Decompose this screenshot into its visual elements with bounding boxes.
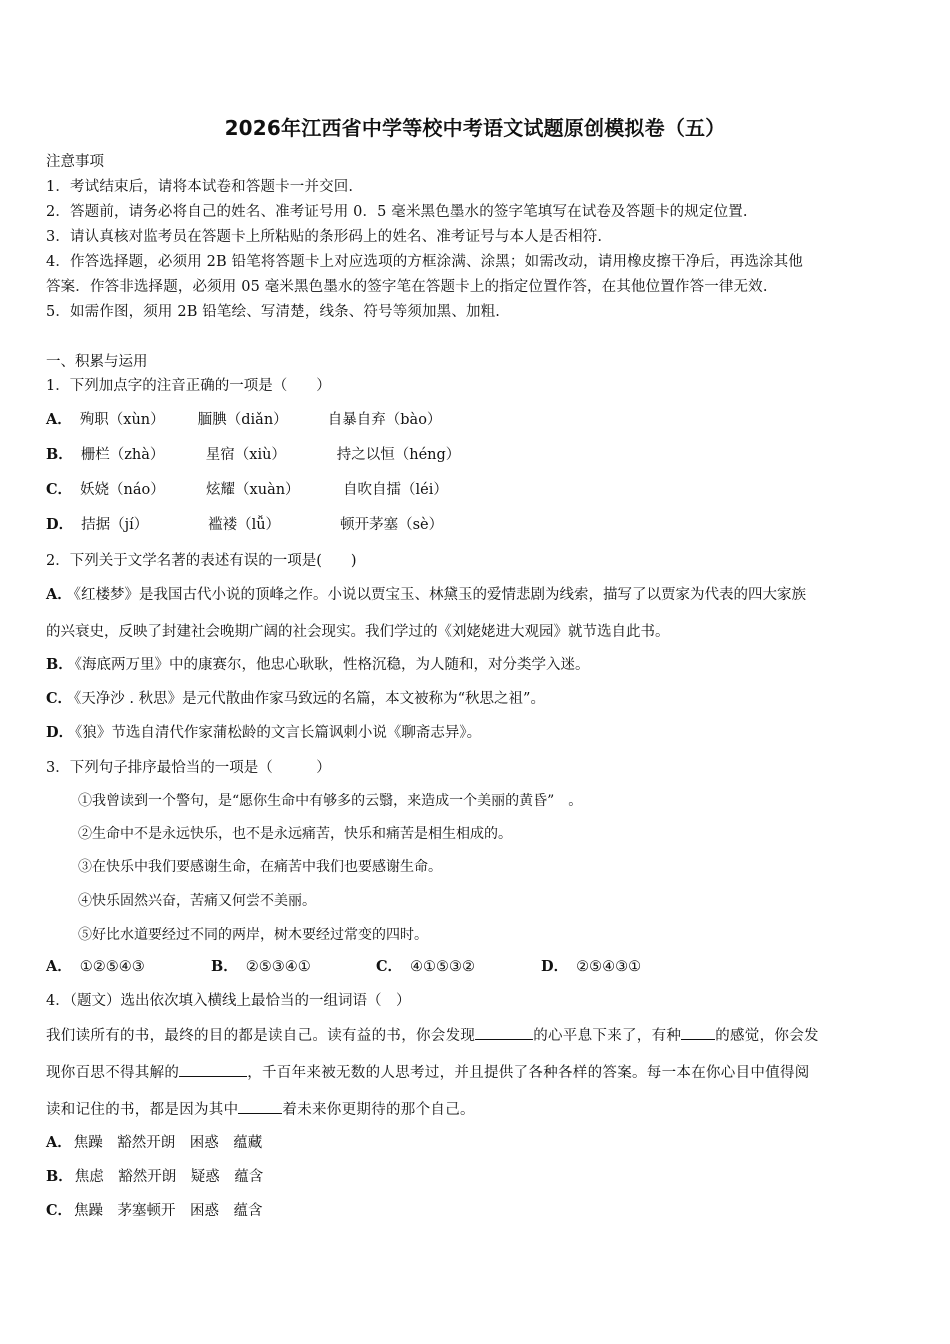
option-label: A．	[46, 411, 72, 428]
q2-a-text: 《红楼梦》是我国古代小说的顶峰之作。小说以贾宝玉、林黛玉的爱情悲剧为线索，描写了以贾家为代表的四大家族	[73, 587, 807, 603]
q2-option-d	[46, 723, 481, 743]
q1-c-word1: 妖娆（náo）	[80, 482, 165, 498]
option-label: A．	[46, 958, 72, 975]
q3-answer-a	[46, 957, 211, 977]
q3-answer-a-text: ①②⑤④③	[79, 959, 145, 975]
q1-option-a	[46, 410, 441, 430]
q4-text: 的感觉，你会发	[715, 1028, 819, 1044]
q1-option-c	[46, 480, 448, 500]
q4-text: ，千百年来被无数的人思考过，并且提供了各种各样的答案。每一本在你心目中值得阅	[247, 1065, 810, 1081]
q3-answer-d-text: ②⑤④③①	[576, 959, 642, 975]
q4-text: 读和记住的书，都是因为其中	[46, 1102, 239, 1118]
q4-option-c	[46, 1201, 263, 1221]
q4-passage-line-2	[46, 1062, 810, 1083]
q1-d-word3: 顿开茅塞（sè）	[340, 517, 444, 533]
q4-option-a-text: 焦躁 豁然开朗 困惑 蕴藏	[73, 1135, 263, 1151]
option-label: C．	[46, 1202, 73, 1219]
q4-option-c-text: 焦躁 茅塞顿开 困惑 蕴含	[74, 1203, 263, 1219]
q1-a-word2: 腼腆（diǎn）	[197, 412, 288, 428]
q1-c-word3: 自吹自擂（léi）	[343, 482, 448, 498]
q2-c-text: 《天净沙 . 秋思》是元代散曲作家马致远的名篇，本文被称为“秋思之祖”。	[74, 691, 545, 707]
notice-item-2: 2．答题前，请务必将自己的姓名、准考证号用 0．5 毫米黑色墨水的签字笔填写在试卷及答题卡的规定位置.	[46, 204, 748, 220]
q4-blank-4	[238, 1099, 282, 1114]
q1-option-d	[46, 515, 443, 535]
q3-stem: 3．下列句子排序最恰当的一项是（ ）	[46, 760, 331, 776]
option-label: C．	[46, 481, 73, 498]
q3-sentence-4: ④快乐固然兴奋，苦痛又何尝不美丽。	[78, 893, 316, 909]
q4-option-b	[46, 1167, 263, 1187]
q3-sentence-2: ②生命中不是永远快乐，也不是永远痛苦，快乐和痛苦是相生相成的。	[78, 826, 512, 842]
q1-a-word3: 自暴自弃（bào）	[327, 412, 442, 428]
option-label: B．	[46, 1168, 73, 1185]
section-heading: 一、积累与运用	[46, 354, 148, 370]
q1-b-word2: 星宿（xiù）	[205, 447, 286, 463]
q3-answer-c-text: ④①⑤③②	[410, 959, 476, 975]
option-label: D．	[541, 958, 569, 975]
q4-text: 现你百思不得其解的	[46, 1065, 180, 1081]
q4-text: 着未来你更期待的那个自己。	[282, 1102, 475, 1118]
q4-text: 的心平息下来了，有种	[533, 1028, 682, 1044]
q4-blank-3	[179, 1062, 247, 1077]
q4-blank-2	[681, 1025, 715, 1040]
notice-item-4-cont: 答案．作答非选择题，必须用 05 毫米黑色墨水的签字笔在答题卡上的指定位置作答，在其他位置作答一律无效.	[46, 279, 768, 295]
q1-a-word1: 殉职（xùn）	[79, 412, 165, 428]
q1-b-word3: 持之以恒（héng）	[336, 447, 461, 463]
q2-d-text: 《狼》节选自清代作家蒲松龄的文言长篇讽刺小说《聊斋志异》。	[75, 725, 482, 741]
option-label: B．	[211, 958, 238, 975]
q1-option-b	[46, 445, 460, 465]
option-label: A．	[46, 586, 72, 603]
option-label: D．	[46, 724, 74, 741]
option-label: D．	[46, 516, 74, 533]
q2-option-a-cont: 的兴衰史，反映了封建社会晚期广阔的社会现实。我们学过的《刘姥姥进大观园》就节选自此书。	[46, 624, 670, 640]
q1-d-word1: 拮据（jí）	[81, 517, 149, 533]
q1-d-word2: 褴褛（lǚ）	[208, 517, 281, 533]
q2-option-c	[46, 689, 545, 709]
q4-option-b-text: 焦虑 豁然开朗 疑惑 蕴含	[74, 1169, 264, 1185]
q2-option-a	[46, 585, 806, 605]
notice-heading: 注意事项	[46, 154, 104, 170]
notice-item-3: 3．请认真核对监考员在答题卡上所粘贴的条形码上的姓名、准考证号与本人是否相符.	[46, 229, 603, 245]
option-label: A．	[46, 1134, 72, 1151]
notice-item-4: 4．作答选择题，必须用 2B 铅笔将答题卡上对应选项的方框涂满、涂黑；如需改动，请用橡皮擦干净后，再选涂其他	[46, 254, 803, 270]
q1-stem: 1．下列加点字的注音正确的一项是（ ）	[46, 378, 331, 394]
q4-passage-line-1	[46, 1025, 819, 1046]
page-title: 2026年江西省中学等校中考语文试题原创模拟卷（五）	[224, 116, 726, 140]
option-label: B．	[46, 446, 73, 463]
q2-option-b	[46, 655, 590, 675]
option-label: B．	[46, 656, 73, 673]
option-label: C．	[376, 958, 403, 975]
option-label: C．	[46, 690, 73, 707]
q4-text: 我们读所有的书，最终的目的都是读自己。读有益的书，你会发现	[46, 1028, 476, 1044]
q4-option-a	[46, 1133, 262, 1153]
q2-b-text: 《海底两万里》中的康赛尔，他忠心耿耿，性格沉稳，为人随和，对分类学入迷。	[74, 657, 590, 673]
q1-b-word1: 栅栏（zhà）	[80, 447, 165, 463]
q2-stem: 2．下列关于文学名著的表述有误的一项是( )	[46, 553, 357, 569]
q3-sentence-3: ③在快乐中我们要感谢生命，在痛苦中我们也要感谢生命。	[78, 859, 442, 875]
q4-passage-line-3	[46, 1099, 475, 1120]
notice-item-1: 1．考试结束后，请将本试卷和答题卡一并交回.	[46, 179, 354, 195]
q3-sentence-1: ①我曾读到一个警句，是“愿你生命中有够多的云翳，来造成一个美丽的黄昏” 。	[78, 793, 583, 809]
q1-c-word2: 炫耀（xuàn）	[206, 482, 300, 498]
q4-stem: 4．（题文）选出依次填入横线上最恰当的一组词语（ ）	[46, 993, 411, 1009]
q3-answers	[46, 957, 706, 977]
q3-sentence-5: ⑤好比水道要经过不同的两岸，树木要经过常变的四时。	[78, 927, 428, 943]
q3-answer-b-text: ②⑤③④①	[245, 959, 311, 975]
q3-answer-b	[211, 957, 376, 977]
q4-blank-1	[475, 1025, 533, 1040]
notice-item-5: 5．如需作图，须用 2B 铅笔绘、写清楚，线条、符号等须加黑、加粗.	[46, 304, 501, 320]
q3-answer-d	[541, 957, 706, 977]
q3-answer-c	[376, 957, 541, 977]
